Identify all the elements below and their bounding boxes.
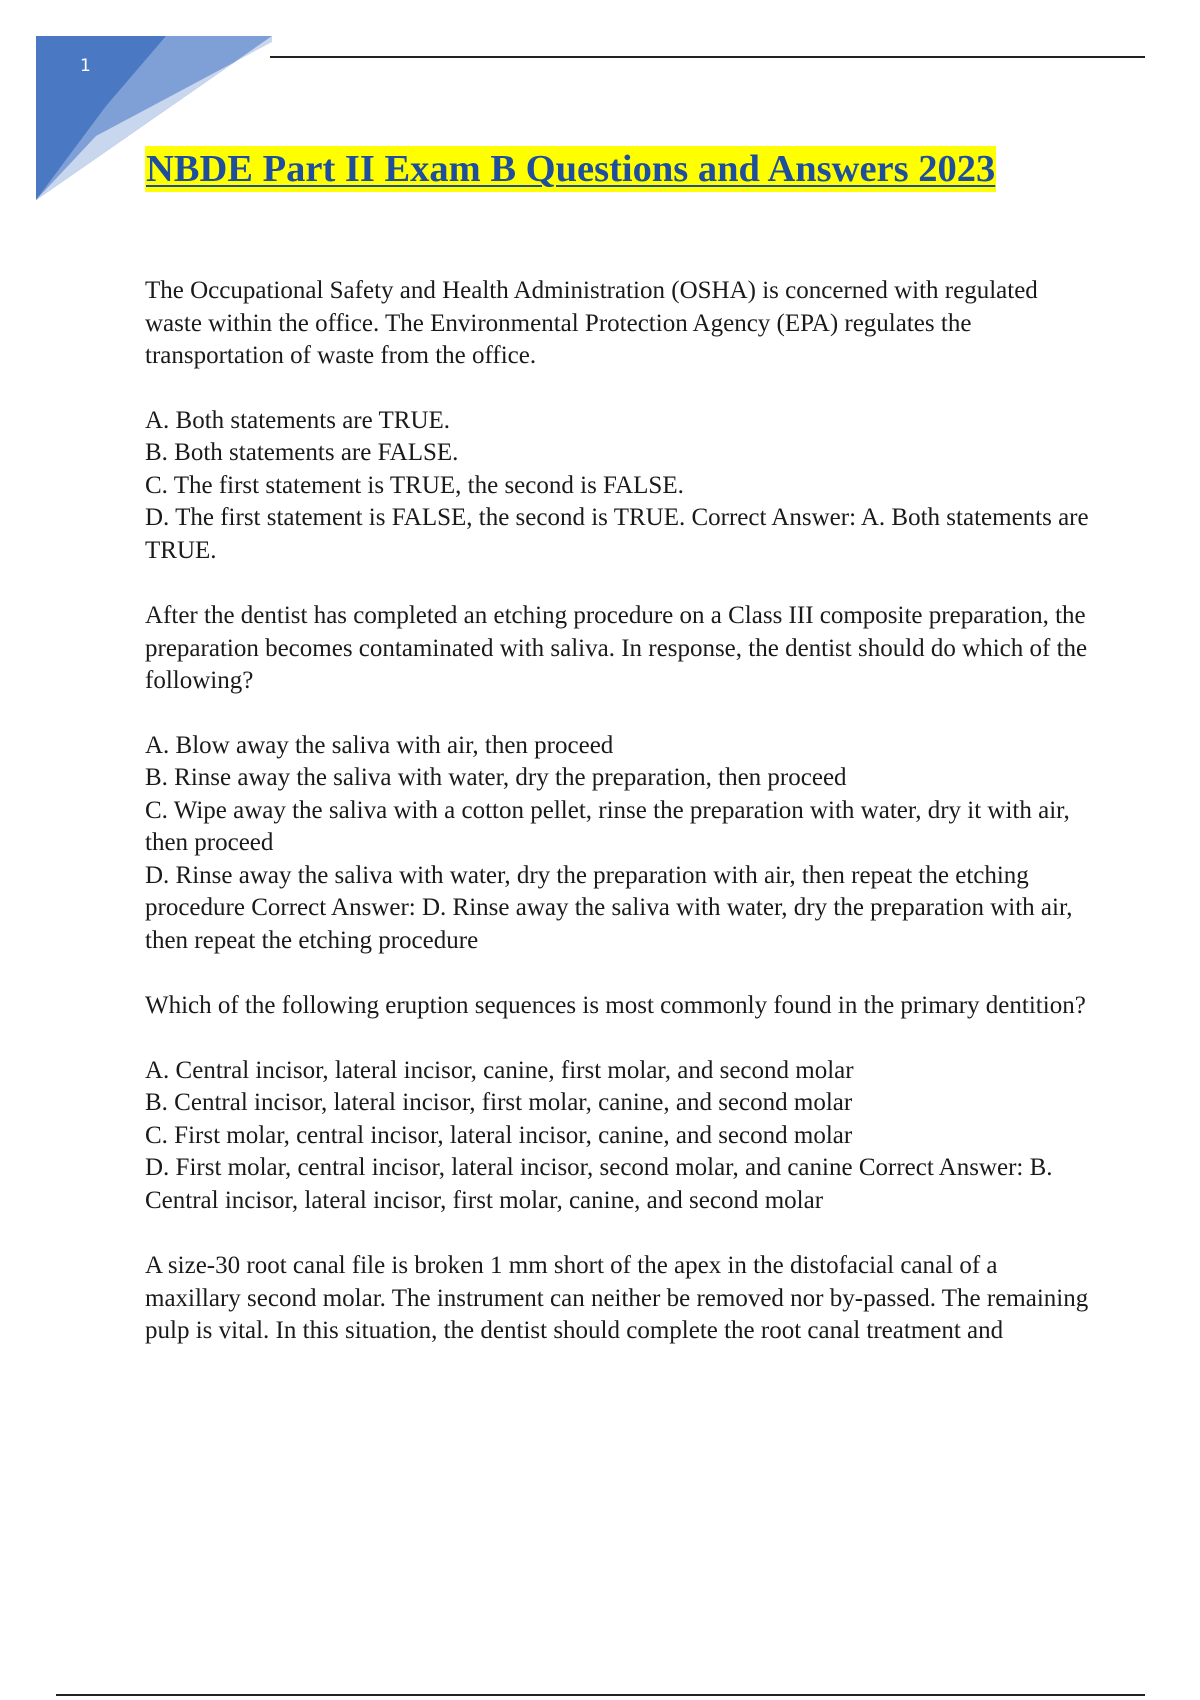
question-3-option-a: A. Central incisor, lateral incisor, canine, first molar, and second molar: [145, 1056, 854, 1084]
question-2-option-a: A. Blow away the saliva with air, then proceed: [145, 731, 614, 759]
question-2-option-c: C. Wipe away the saliva with a cotton pellet, rinse the preparation with water, dry it with air, then proceed: [145, 796, 1070, 856]
question-1-option-c: C. The first statement is TRUE, the second is FALSE.: [145, 471, 684, 499]
footer-rule: [56, 1694, 1145, 1696]
question-1: [145, 275, 1095, 567]
question-2-options: [145, 730, 1095, 958]
question-2-option-d-answer: D. Rinse away the saliva with water, dry the preparation with air, then repeat the etching procedure Correct Answer: D. Rinse away the saliva with water, dry the preparation with air, then repeat the etching procedure: [145, 861, 1073, 954]
question-1-option-b: B. Both statements are FALSE.: [145, 439, 459, 466]
question-1-stem: The Occupational Safety and Health Administration (OSHA) is concerned with regulated waste within the office. The Environmental Protection Agency (EPA) regulates the transportation of waste from the office.: [145, 277, 1038, 369]
header-rule: [270, 56, 1145, 58]
question-1-option-a: A. Both statements are TRUE.: [145, 406, 451, 434]
question-2-option-b: B. Rinse away the saliva with water, dry the preparation, then proceed: [145, 764, 847, 791]
page-number: 1: [80, 56, 91, 76]
question-2-stem: After the dentist has completed an etching procedure on a Class III composite preparation, the preparation becomes contaminated with saliva. In response, the dentist should do which of the following?: [145, 602, 1088, 694]
question-3-stem: Which of the following eruption sequences is most commonly found in the primary dentition?: [145, 992, 1086, 1019]
question-3-option-b: B. Central incisor, lateral incisor, first molar, canine, and second molar: [145, 1089, 853, 1116]
document-body: [145, 275, 1095, 1348]
question-4-stem: A size-30 root canal file is broken 1 mm short of the apex in the distofacial canal of a maxillary second molar. The instrument can neither be removed nor by-passed. The remaining pulp is vital. In this situation, the dentist should complete the root canal treatment and: [145, 1252, 1089, 1344]
question-2: [145, 600, 1095, 957]
question-3-option-c: C. First molar, central incisor, lateral incisor, canine, and second molar: [145, 1121, 853, 1149]
question-4: [145, 1250, 1095, 1348]
question-1-option-d-answer: D. The first statement is FALSE, the second is TRUE. Correct Answer: A. Both statements are TRUE.: [145, 504, 1089, 564]
question-3-options: [145, 1055, 1095, 1218]
page-title: NBDE Part II Exam B Questions and Answers 2023: [146, 148, 996, 190]
question-1-options: [145, 405, 1095, 568]
question-3: [145, 990, 1095, 1217]
question-3-option-d-answer: D. First molar, central incisor, lateral incisor, second molar, and canine Correct Answer: B. Central incisor, lateral incisor, first molar, canine, and second molar: [145, 1154, 1053, 1214]
